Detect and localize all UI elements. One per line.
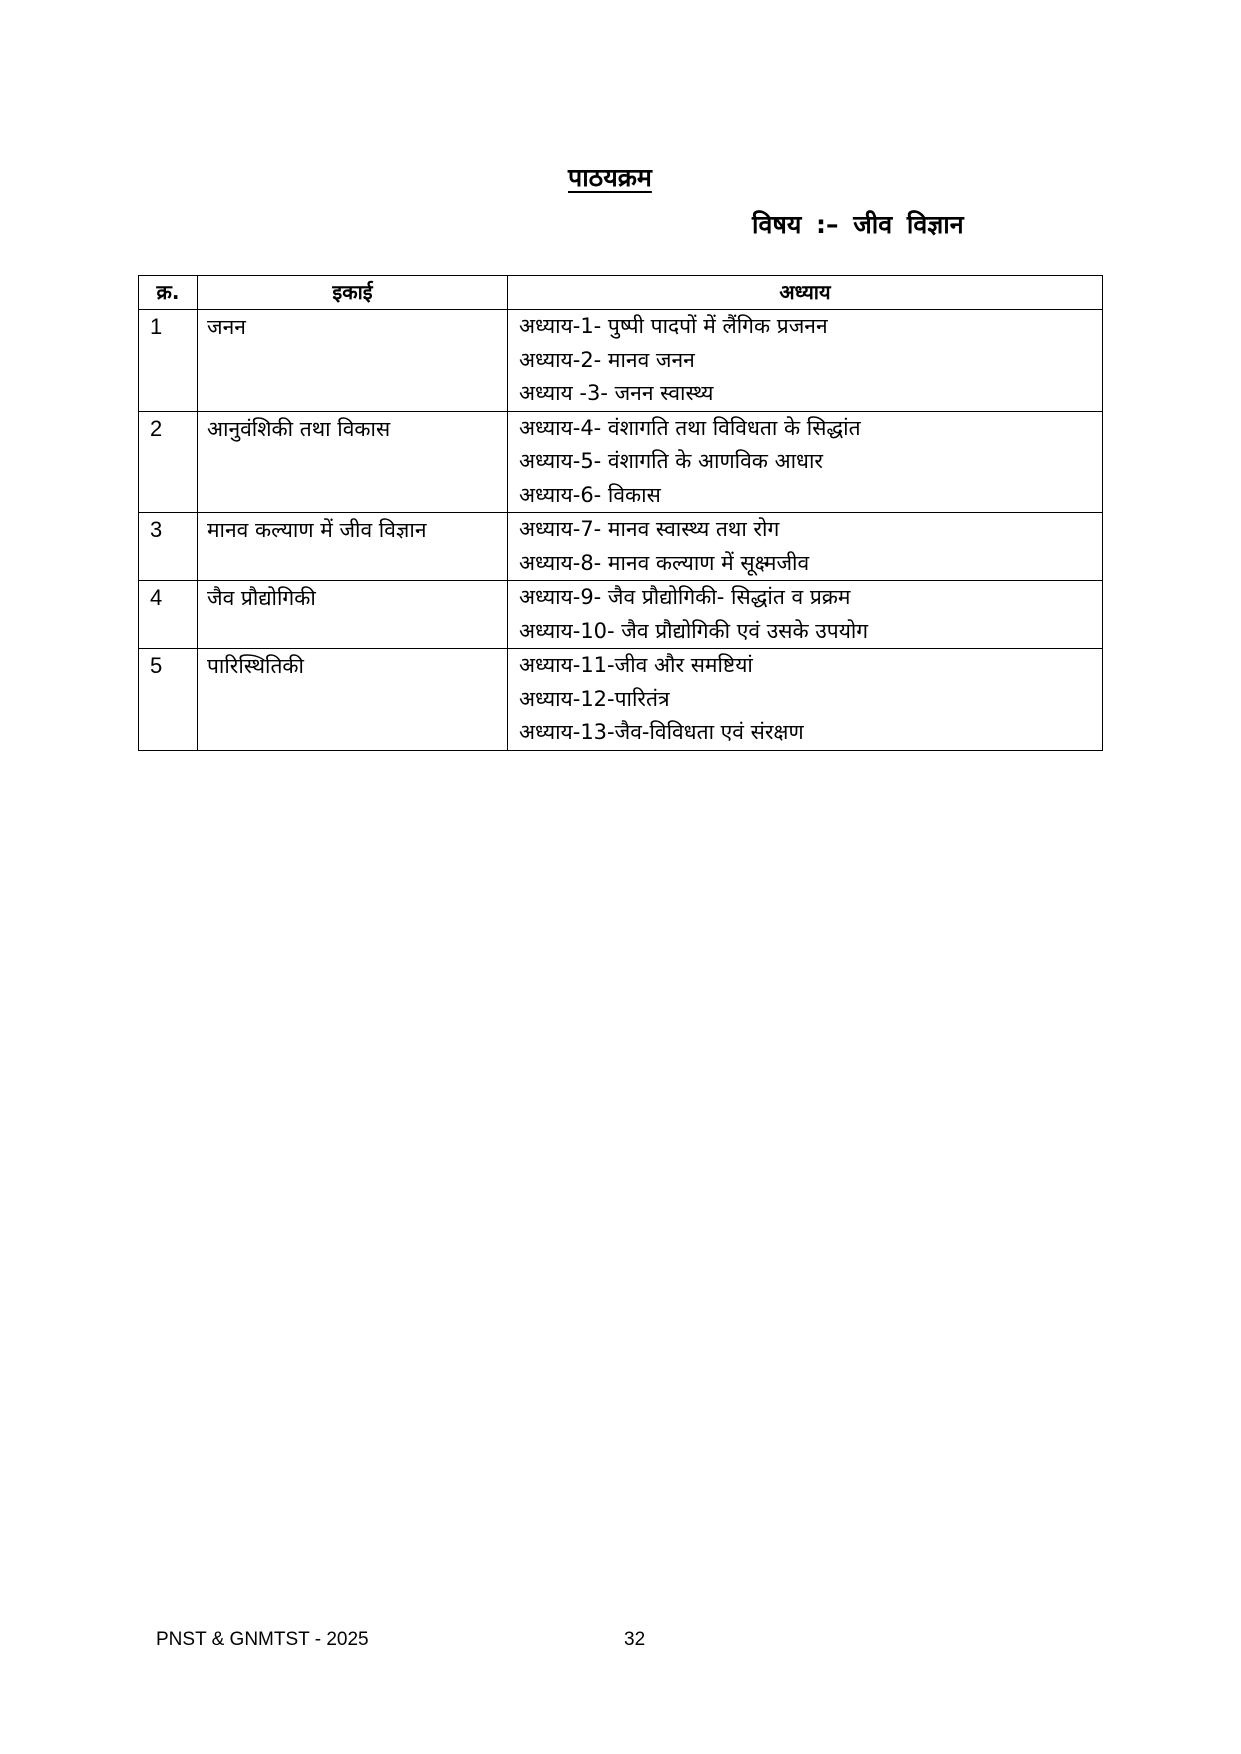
header-chapter: अध्याय xyxy=(508,276,1103,310)
table-row xyxy=(139,649,1103,751)
unit-cell: मानव कल्याण में जीव विज्ञान xyxy=(198,513,508,581)
chapter-item: अध्याय-8- मानव कल्याण में सूक्ष्मजीव xyxy=(519,550,810,575)
chapter-item: अध्याय -3- जनन स्वास्थ्य xyxy=(519,381,714,405)
chapters-cell xyxy=(508,513,1103,581)
syllabus-table xyxy=(138,275,1103,751)
table-header-row xyxy=(139,276,1103,310)
serial-cell: 1 xyxy=(139,310,198,412)
header-serial: क्र. xyxy=(139,276,198,310)
chapters-cell xyxy=(508,411,1103,513)
chapters-cell xyxy=(508,310,1103,412)
subject-heading: विषय :– जीव विज्ञान xyxy=(752,210,964,239)
chapter-item: अध्याय-9- जैव प्रौद्योगिकी- सिद्धांत व प्रक्रम xyxy=(519,585,851,609)
table-row xyxy=(139,310,1103,412)
unit-cell: जैव प्रौद्योगिकी xyxy=(198,581,508,649)
chapter-item: अध्याय-6- विकास xyxy=(519,482,661,507)
chapters-cell xyxy=(508,649,1103,751)
table-row xyxy=(139,581,1103,649)
chapter-item: अध्याय-11-जीव और समष्टियां xyxy=(519,653,753,677)
chapter-item: अध्याय-7- मानव स्वास्थ्य तथा रोग xyxy=(519,517,780,541)
chapter-item: अध्याय-2- मानव जनन xyxy=(519,347,695,372)
chapter-item: अध्याय-4- वंशागति तथा विविधता के सिद्धांत xyxy=(519,415,861,440)
table-row xyxy=(139,513,1103,581)
serial-cell: 2 xyxy=(139,411,198,513)
table-row xyxy=(139,411,1103,513)
unit-cell: पारिस्थितिकी xyxy=(198,649,508,751)
chapters-cell xyxy=(508,581,1103,649)
page-title: पाठयक्रम xyxy=(568,163,652,192)
unit-cell: जनन xyxy=(198,310,508,412)
chapter-item: अध्याय-12-पारितंत्र xyxy=(519,686,670,711)
unit-cell: आनुवंशिकी तथा विकास xyxy=(198,411,508,513)
header-unit: इकाई xyxy=(198,276,508,310)
footer-exam-label: PNST & GNMTST - 2025 xyxy=(156,1629,369,1650)
chapter-item: अध्याय-10- जैव प्रौद्योगिकी एवं उसके उपयोग xyxy=(519,618,869,643)
page-number: 32 xyxy=(624,1629,646,1650)
serial-cell: 4 xyxy=(139,581,198,649)
serial-cell: 5 xyxy=(139,649,198,751)
chapter-item: अध्याय-1- पुष्पी पादपों में लैंगिक प्रजनन xyxy=(519,314,828,338)
serial-cell: 3 xyxy=(139,513,198,581)
chapter-item: अध्याय-5- वंशागति के आणविक आधार xyxy=(519,449,824,473)
chapter-item: अध्याय-13-जैव-विविधता एवं संरक्षण xyxy=(519,720,804,744)
